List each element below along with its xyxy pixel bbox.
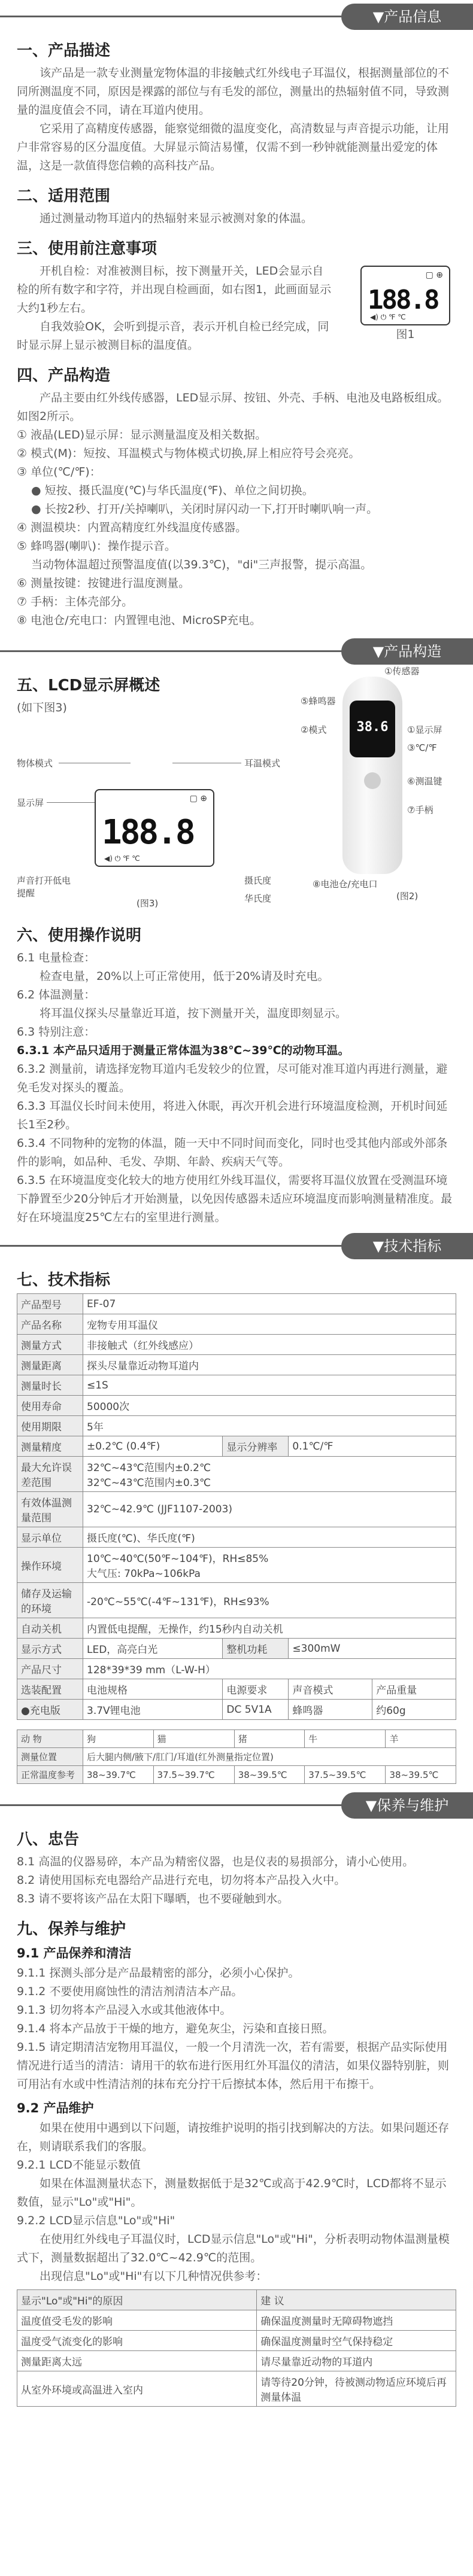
table-label-cell: 显示方式 xyxy=(17,1639,83,1659)
lcd-digits: 188.8 xyxy=(102,813,194,852)
table-label-cell: 最大允许误差范围 xyxy=(17,1457,83,1492)
device-label: ①传感器 xyxy=(384,666,420,677)
paragraph: 6.3.3 耳温仪长时间未使用，将进入休眠，再次开机会进行环境温度检测，开机时间延长1至2秒。 xyxy=(17,1100,448,1131)
lcd-bottom-icons: ◀) ⏻ ℉ ℃ xyxy=(104,854,140,863)
paragraph: 如果在体温测量状态下，测量数据低于是32℃或高于42.9℃时，LCD都将不显示数值，显示"Lo"或"Hi"。 xyxy=(17,2177,447,2209)
section-band-spec xyxy=(0,1233,473,1259)
table-cell: 蜂鸣器 xyxy=(289,1700,372,1720)
list-item: 9.1.5 请定期清洁宠物用耳温仪，一般一个月清洗一次，若有需要，根据产品实际使用情况进行适当的清洁：请用干的软布进行医用红外耳温仪的清洁，如果仪器特别脏，则可用沾有水或中性清洁剂的抹布充分拧干后擦拭本体，然后用干布擦干。 xyxy=(17,2041,450,2091)
table-row xyxy=(17,1294,456,1314)
section-title: 五、LCD显示屏概述 xyxy=(17,677,160,695)
lcd-top-icons: ▢ ⊕ xyxy=(189,794,207,803)
table-cell: 测量距离太远 xyxy=(17,2351,257,2371)
band-label: ▼产品信息 xyxy=(341,4,473,30)
component-list xyxy=(17,426,456,630)
figure-caption: 图1 xyxy=(396,328,415,341)
table-row xyxy=(17,2351,456,2371)
device-screen: 38.6 xyxy=(350,701,395,757)
table-label-cell: 使用期限 xyxy=(17,1416,83,1436)
figure-caption: (图3) xyxy=(137,898,159,909)
paragraph: 开机自检：对准被测目标，按下测量开关，LED会显示自检的所有数字和字符，并出现自检画面，如右图1，此画面显示大约1秒左右。 xyxy=(17,264,332,315)
lcd-overview xyxy=(0,665,473,1227)
lcd-label: 摄氏度 xyxy=(244,875,272,886)
paragraph: 它采用了高精度传感器，能察觉细微的温度变化，高清数显与声音提示功能，让用户非常容易的区分温度值。大屏显示简洁易懂，仅需不到一秒钟就能测量出爱宠的体温，这是一款值得您信赖的高科技产品。 xyxy=(17,122,450,172)
section-title: 二、适用范围 xyxy=(17,187,111,205)
list-item: 9.1.4 将本产品放于干燥的地方，避免灰尘，污染和直接日照。 xyxy=(17,2022,334,2035)
section-title: 六、使用操作说明 xyxy=(17,927,142,945)
table-cell: 后大腿内侧/腋下/肛门/耳道(红外测量指定位置) xyxy=(83,1748,456,1766)
paragraph: 6.3.4 不同物种的宠物的体温，随一天中不同时间而变化，同时也受其他内部或外部条件的影响，如品种、毛发、孕期、年龄、疾病天气等。 xyxy=(17,1137,448,1168)
step-title: 6.3 特别注意： xyxy=(17,1025,96,1039)
list-item: 8.2 请使用国标充电器给产品进行充电，切勿将本产品投入火中。 xyxy=(17,1874,346,1887)
paragraph: 自我效验OK，会听到提示音，表示开机自检已经完成，同时显示屏上显示被测目标的温度值。 xyxy=(17,320,329,352)
subsection-title: 9.1 产品保养和清洁 xyxy=(17,1946,132,1960)
table-row xyxy=(17,1457,456,1492)
paragraph: 将耳温仪探头尽量靠近耳道，按下测量开关，温度即刻显示。 xyxy=(40,1007,347,1020)
section-title: 一、产品描述 xyxy=(17,42,111,60)
table-label-cell: 显示分辨率 xyxy=(223,1436,289,1457)
table-cell: 128*39*39 mm（L-W-H） xyxy=(83,1659,456,1679)
product-description xyxy=(0,38,473,630)
table-row xyxy=(17,1618,456,1639)
lcd-digits: 188.8 xyxy=(368,285,438,315)
lcd-figure-3 xyxy=(95,789,214,867)
table-cell: 从室外环境或高温进入室内 xyxy=(17,2371,257,2407)
table-label-cell: 动 物 xyxy=(17,1730,83,1748)
subsection-title: 9.2.2 LCD显示信息"Lo"或"Hi" xyxy=(17,2214,175,2227)
table-cell: 请等待20分钟，待被测动物适应环境后再测量体温 xyxy=(257,2371,456,2407)
table-cell: 约60g xyxy=(372,1700,456,1720)
lcd-label: 物体模式 xyxy=(17,758,53,769)
band-label: ▼保养与维护 xyxy=(341,1792,473,1819)
table-label-cell: 测量方式 xyxy=(17,1335,83,1355)
paragraph: 通过测量动物耳道内的热辐射来显示被测对象的体温。 xyxy=(40,212,313,225)
list-item: 当动物体温超过预警温度值(以39.3℃)，"di"三声报警，提示高温。 xyxy=(31,558,372,571)
table-row xyxy=(17,2290,456,2310)
list-item: 9.1.3 切勿将本产品浸入水或其他液体中。 xyxy=(17,2003,232,2017)
table-label-cell: 储存及运输的环境 xyxy=(17,1583,83,1618)
table-label-cell: ●充电版 xyxy=(17,1700,83,1720)
table-cell: 10℃~40℃(50℉~104℉)，RH≤85% 大气压: 70kPa~106kPa xyxy=(83,1548,456,1583)
table-cell: EF-07 xyxy=(83,1294,456,1314)
section-band-care xyxy=(0,1792,473,1819)
table-cell: 猫 xyxy=(153,1730,234,1748)
lcd-figure-1 xyxy=(360,266,450,325)
step-title: 6.1 电量检查： xyxy=(17,951,96,964)
device-label: ③℃/℉ xyxy=(407,742,437,753)
table-label-cell: 测量距离 xyxy=(17,1355,83,1375)
table-cell: ≤300mW xyxy=(289,1639,456,1659)
table-cell: 32℃~42.9℃ (JJF1107-2003) xyxy=(83,1492,456,1527)
table-row xyxy=(17,1527,456,1548)
table-row xyxy=(17,1730,456,1748)
list-item: ⑤ 蜂鸣器(喇叭)：操作提示音。 xyxy=(17,540,176,553)
table-cell: 电池规格 xyxy=(83,1679,223,1700)
paragraph: 6.3.2 测量前，请选择宠物耳道内毛发较少的位置，尽可能对准耳道内再进行测量，避免毛发对探头的覆盖。 xyxy=(17,1062,448,1094)
table-label-cell: 建 议 xyxy=(257,2290,456,2310)
paragraph: 出现信息"Lo"或"Hi"有以下几种情况供参考： xyxy=(40,2270,268,2283)
table-cell: 38~39.5℃ xyxy=(234,1766,305,1784)
device-label: ⑦手柄 xyxy=(407,805,433,815)
table-cell: 电源要求 xyxy=(223,1679,289,1700)
measure-button xyxy=(364,772,381,789)
section-title: 三、使用前注意事项 xyxy=(17,240,157,258)
table-row xyxy=(17,1416,456,1436)
table-label-cell: 测量位置 xyxy=(17,1748,83,1766)
paragraph: 检查电量，20%以上可正常使用，低于20%请及时充电。 xyxy=(40,970,329,983)
list-item: ② 模式(M)：短按、耳温模式与物体模式切换,屏上相应符号会亮亮。 xyxy=(17,447,360,460)
band-label: ▼产品构造 xyxy=(341,638,473,665)
table-cell: 内置低电提醒，无操作，约15秒内自动关机 xyxy=(83,1618,456,1639)
table-cell: 38~39.7℃ xyxy=(83,1766,154,1784)
table-label-cell: 正常温度参考 xyxy=(17,1766,83,1784)
table-cell: 羊 xyxy=(386,1730,456,1748)
table-cell: 32℃~43℃范围内±0.2℃ 32℃~43℃范围内±0.3℃ xyxy=(83,1457,456,1492)
figure-caption: (图2) xyxy=(396,891,419,902)
list-item: ⑧ 电池仓/充电口：内置锂电池、MicroSP充电。 xyxy=(17,614,262,627)
table-row xyxy=(17,1659,456,1679)
table-row xyxy=(17,1748,456,1766)
table-row xyxy=(17,1375,456,1396)
list-item: ⑦ 手柄：主体壳部分。 xyxy=(17,595,134,608)
step-title: 6.2 体温测量： xyxy=(17,988,96,1001)
table-cell: DC 5V1A xyxy=(223,1700,289,1720)
paragraph: 6.3.5 在环境温度变化较大的地方使用红外线耳温仪，需要将耳温仪放置在受测温环境下静置至少20分钟后才开始测量，以免因传感器未适应环境温度而影响测量精准度。最好在环境温度25℃左右的室里进行测量。 xyxy=(17,1174,453,1224)
table-cell: 37.5~39.5℃ xyxy=(305,1766,386,1784)
table-cell: 确保温度测量时无障碍物遮挡 xyxy=(257,2310,456,2331)
table-cell: 38~39.5℃ xyxy=(386,1766,456,1784)
table-label-cell: 产品型号 xyxy=(17,1294,83,1314)
table-label-cell: 测量精度 xyxy=(17,1436,83,1457)
table-cell: 37.5~39.7℃ xyxy=(153,1766,234,1784)
lcd-label: 显示屏 xyxy=(17,797,44,808)
table-row xyxy=(17,1355,456,1375)
table-row xyxy=(17,1548,456,1583)
table-label-cell: 产品名称 xyxy=(17,1314,83,1335)
section-title: 九、保养与维护 xyxy=(17,1920,126,1938)
subsection-title: 9.2.1 LCD不能显示数值 xyxy=(17,2158,141,2172)
list-item: ● 短按、摄氏温度(℃)与华氏温度(℉)、单位之间切换。 xyxy=(31,484,314,497)
list-item: 9.1.1 探测头部分是产品最精密的部分，必须小心保护。 xyxy=(17,1966,300,1980)
table-row xyxy=(17,1700,456,1720)
table-cell: 3.7V锂电池 xyxy=(83,1700,223,1720)
paragraph: 产品主要由红外线传感器，LED显示屏、按钮、外壳、手柄、电池及电路板组成。如图2所示。 xyxy=(17,391,449,423)
band-label: ▼技术指标 xyxy=(341,1233,473,1259)
list-item: 8.3 请不要将该产品在太阳下曝晒，也不要碰触到水。 xyxy=(17,1892,289,1905)
section-title: 八、忠告 xyxy=(17,1831,80,1849)
animal-table xyxy=(17,1729,456,1784)
subtitle: (如下图3) xyxy=(17,701,67,714)
table-cell: 50000次 xyxy=(83,1396,456,1416)
table-cell: 声音模式 xyxy=(289,1679,372,1700)
table-cell: 牛 xyxy=(305,1730,386,1748)
table-cell: 5年 xyxy=(83,1416,456,1436)
list-item: ④ 测温模块：内置高精度红外线温度传感器。 xyxy=(17,521,247,534)
lcd-bottom-icons: ◀) ⏻ ℉ ℃ xyxy=(370,313,406,321)
lcd-top-icons: ▢ ⊕ xyxy=(425,270,443,280)
section-band-info xyxy=(0,4,473,30)
lcd-label: 华氏度 xyxy=(244,893,272,904)
paragraph: 如果在使用中遇到以下问题，请按维护说明的指引找到解决的方法。如果问题还存在，则请联系我们的客服。 xyxy=(17,2121,450,2153)
table-cell: 猪 xyxy=(234,1730,305,1748)
table-label-cell: 产品尺寸 xyxy=(17,1659,83,1679)
thermometer-body xyxy=(342,677,402,874)
table-cell: ≤1S xyxy=(83,1375,456,1396)
lcd-diagram xyxy=(17,717,298,915)
device-label: ①显示屏 xyxy=(407,724,442,735)
device-label: ②模式 xyxy=(301,724,327,735)
device-diagram xyxy=(301,665,456,904)
table-cell: 温度值受毛发的影响 xyxy=(17,2310,257,2331)
spec-section xyxy=(0,1268,473,1784)
troubleshoot-table xyxy=(17,2289,456,2407)
table-cell: 产品重量 xyxy=(372,1679,456,1700)
table-row xyxy=(17,2331,456,2351)
table-label-cell: 显示单位 xyxy=(17,1527,83,1548)
section-title: 四、产品构造 xyxy=(17,367,111,385)
table-label-cell: 显示"Lo"或"Hi"的原因 xyxy=(17,2290,257,2310)
table-cell: 探头尽量靠近动物耳道内 xyxy=(83,1355,456,1375)
table-cell: 摄氏度(℃)、华氏度(℉) xyxy=(83,1527,456,1548)
table-row xyxy=(17,1335,456,1355)
emphasis: 6.3.1 本产品只适用于测量正常体温为38℃~39℃的动物耳温。 xyxy=(17,1044,350,1057)
table-cell: 狗 xyxy=(83,1730,154,1748)
table-label-cell: 有效体温测量范围 xyxy=(17,1492,83,1527)
subsection-title: 9.2 产品维护 xyxy=(17,2101,94,2115)
self-check-block xyxy=(17,262,456,355)
paragraph: 在使用红外线电子耳温仪时，LCD显示信息"Lo"或"Hi"，分析表明动物体温测量模式下，测量数据超出了32.0℃~42.9℃的范围。 xyxy=(17,2233,450,2264)
list-item: ● 长按2秒、打开/关掉喇叭，关闭时屏闪动一下,打开时喇叭响一声。 xyxy=(31,503,378,516)
table-cell: LED，高亮白光 xyxy=(83,1639,223,1659)
table-row xyxy=(17,2371,456,2407)
table-row xyxy=(17,1314,456,1335)
list-item: ① 液晶(LED)显示屏：显示测量温度及相关数据。 xyxy=(17,428,267,441)
table-row xyxy=(17,1492,456,1527)
list-item: 9.1.2 不要使用腐蚀性的清洁剂清洁本产品。 xyxy=(17,1985,243,1998)
spec-table xyxy=(17,1293,456,1720)
table-cell: 宠物专用耳温仪 xyxy=(83,1314,456,1335)
lcd-label: 耳温模式 xyxy=(244,758,281,769)
lcd-label: 声音打开低电提醒 xyxy=(17,875,71,899)
list-item: 8.1 高温的仪器易碎，本产品为精密仪器，也是仪表的易损部分，请小心使用。 xyxy=(17,1855,414,1868)
table-label-cell: 整机功耗 xyxy=(223,1639,289,1659)
care-section xyxy=(0,1827,473,2407)
table-cell: ±0.2℃ (0.4℉) xyxy=(83,1436,223,1457)
list-item: ⑥ 测量按键：按键进行温度测量。 xyxy=(17,577,190,590)
table-cell: 请尽量靠近动物的耳道内 xyxy=(257,2351,456,2371)
table-row xyxy=(17,1583,456,1618)
list-item: ③ 单位(℃/℉)： xyxy=(17,465,101,479)
table-cell: 非接触式（红外线感应） xyxy=(83,1335,456,1355)
section-band-structure xyxy=(0,638,473,665)
device-label: ⑥测温键 xyxy=(407,776,442,787)
table-label-cell: 自动关机 xyxy=(17,1618,83,1639)
table-label-cell: 选装配置 xyxy=(17,1679,83,1700)
paragraph: 该产品是一款专业测量宠物体温的非接触式红外线电子耳温仪，根据测量部位的不同所测温度不同，原因是裸露的部位与有毛发的部位，测量出的热辐射值不同，导致测量的温度值会不同，请在耳道内使用。 xyxy=(17,66,450,117)
table-cell: 0.1℃/℉ xyxy=(289,1436,456,1457)
table-row xyxy=(17,1639,456,1659)
table-cell: -20℃~55℃(-4℉~131℉)，RH≤93% xyxy=(83,1583,456,1618)
table-row xyxy=(17,1679,456,1700)
table-label-cell: 测量时长 xyxy=(17,1375,83,1396)
table-row xyxy=(17,1436,456,1457)
table-row xyxy=(17,2310,456,2331)
device-label: ⑤蜂鸣器 xyxy=(301,696,336,707)
section-title: 七、技术指标 xyxy=(17,1271,111,1289)
table-label-cell: 操作环境 xyxy=(17,1548,83,1583)
device-label: ⑧电池仓/充电口 xyxy=(313,879,378,890)
table-cell: 温度受气流变化的影响 xyxy=(17,2331,257,2351)
table-label-cell: 使用寿命 xyxy=(17,1396,83,1416)
table-row xyxy=(17,1766,456,1784)
table-row xyxy=(17,1396,456,1416)
table-cell: 确保温度测量时空气保持稳定 xyxy=(257,2331,456,2351)
